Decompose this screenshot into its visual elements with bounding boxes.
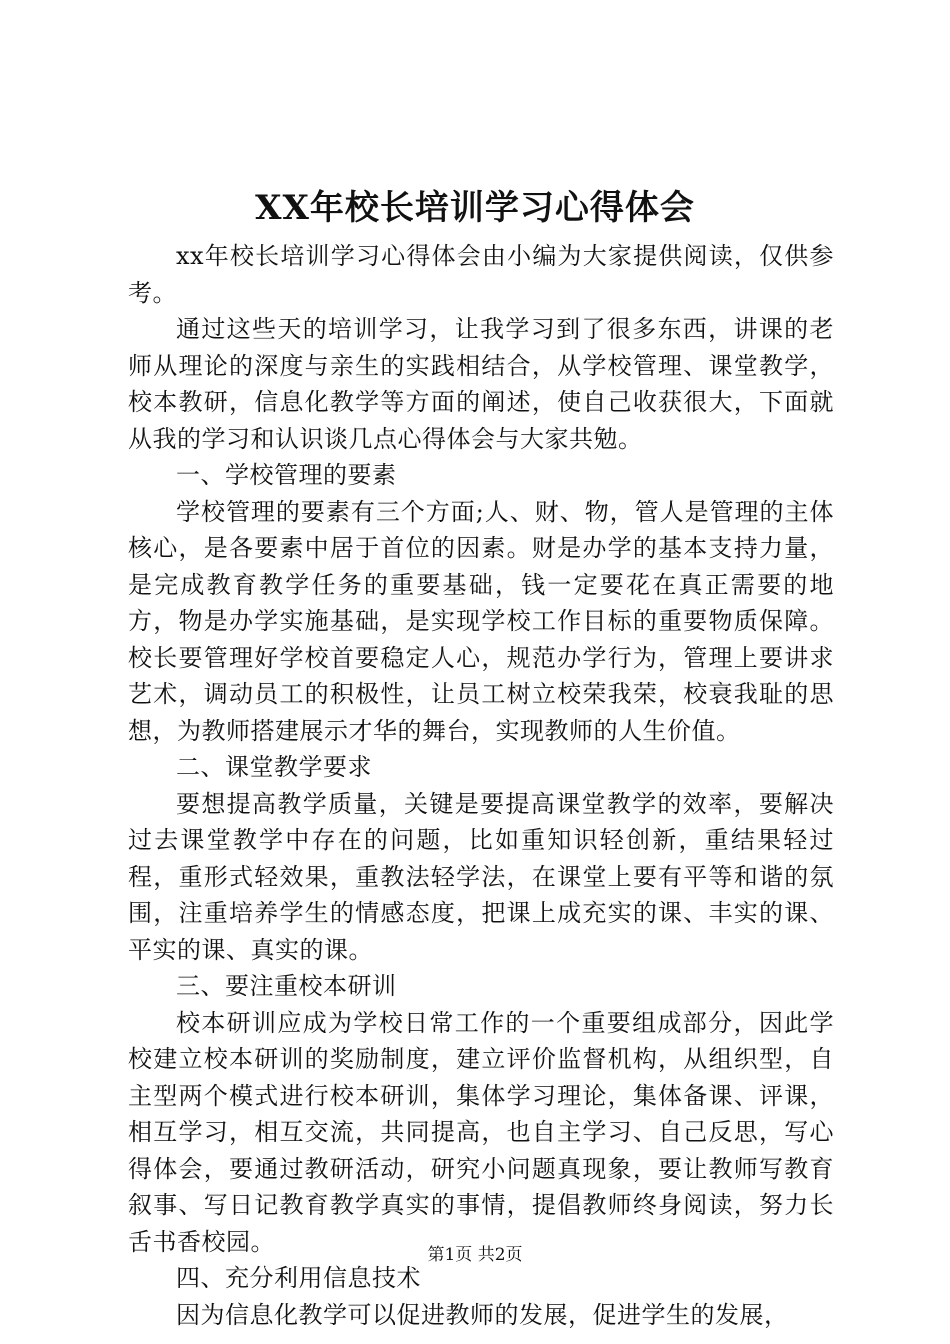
section-heading: 四、充分利用信息技术 bbox=[176, 1264, 421, 1292]
section-heading: 三、要注重校本研训 bbox=[176, 972, 397, 1000]
document-title: XX年校长培训学习心得体会 bbox=[255, 188, 695, 228]
body-paragraph: 学校管理的要素有三个方面;人、财、物，管人是管理的主体核心，是各要素中居于首位的因素。财是办学的基本支持力量，是完成教育教学任务的重要基础，钱一定要花在真正需要的地方，物是办学实施基础，是实现学校工作目标的重要物质保障。校长要管理好学校首要稳定人心，规范办学行为，管理上要讲求艺术，调动员工的积极性，让员工树立校荣我荣，校衰我耻的思想，为教师搭建展示才华的舞台，实现教师的人生价值。 bbox=[128, 497, 834, 745]
intro-paragraph: xx年校长培训学习心得体会由小编为大家提供阅读，仅供参考。 bbox=[128, 242, 834, 307]
body-paragraph: 要想提高教学质量，关键是要提高课堂教学的效率，要解决过去课堂教学中存在的问题，比如重知识轻创新，重结果轻过程，重形式轻效果，重教法轻学法，在课堂上要有平等和谐的氛围，注重培养学生的情感态度，把课上成充实的课、丰实的课、平实的课、真实的课。 bbox=[128, 789, 834, 964]
page-number-footer: 第1页 共2页 bbox=[427, 1245, 523, 1265]
section-heading: 一、学校管理的要素 bbox=[176, 461, 397, 489]
body-paragraph: 通过这些天的培训学习，让我学习到了很多东西，讲课的老师从理论的深度与亲生的实践相结合，从学校管理、课堂教学，校本教研，信息化教学等方面的阐述，使自己收获很大，下面就从我的学习和认识谈几点心得体会与大家共勉。 bbox=[128, 315, 834, 453]
body-paragraph: 校本研训应成为学校日常工作的一个重要组成部分，因此学校建立校本研训的奖励制度，建立评价监督机构，从组织型，自主型两个模式进行校本研训，集体学习理论，集体备课、评课，相互学习，相互交流，共同提高，也自主学习、自己反思，写心得体会，要通过教研活动，研究小问题真现象，要让教师写教育叙事、写日记教育教学真实的事情，提倡教师终身阅读，努力长舌书香校园。 bbox=[128, 1008, 834, 1256]
document-body bbox=[128, 238, 834, 1333]
body-paragraph: 因为信息化教学可以促进教师的发展，促进学生的发展， bbox=[176, 1300, 789, 1329]
section-heading: 二、课堂教学要求 bbox=[176, 753, 372, 781]
